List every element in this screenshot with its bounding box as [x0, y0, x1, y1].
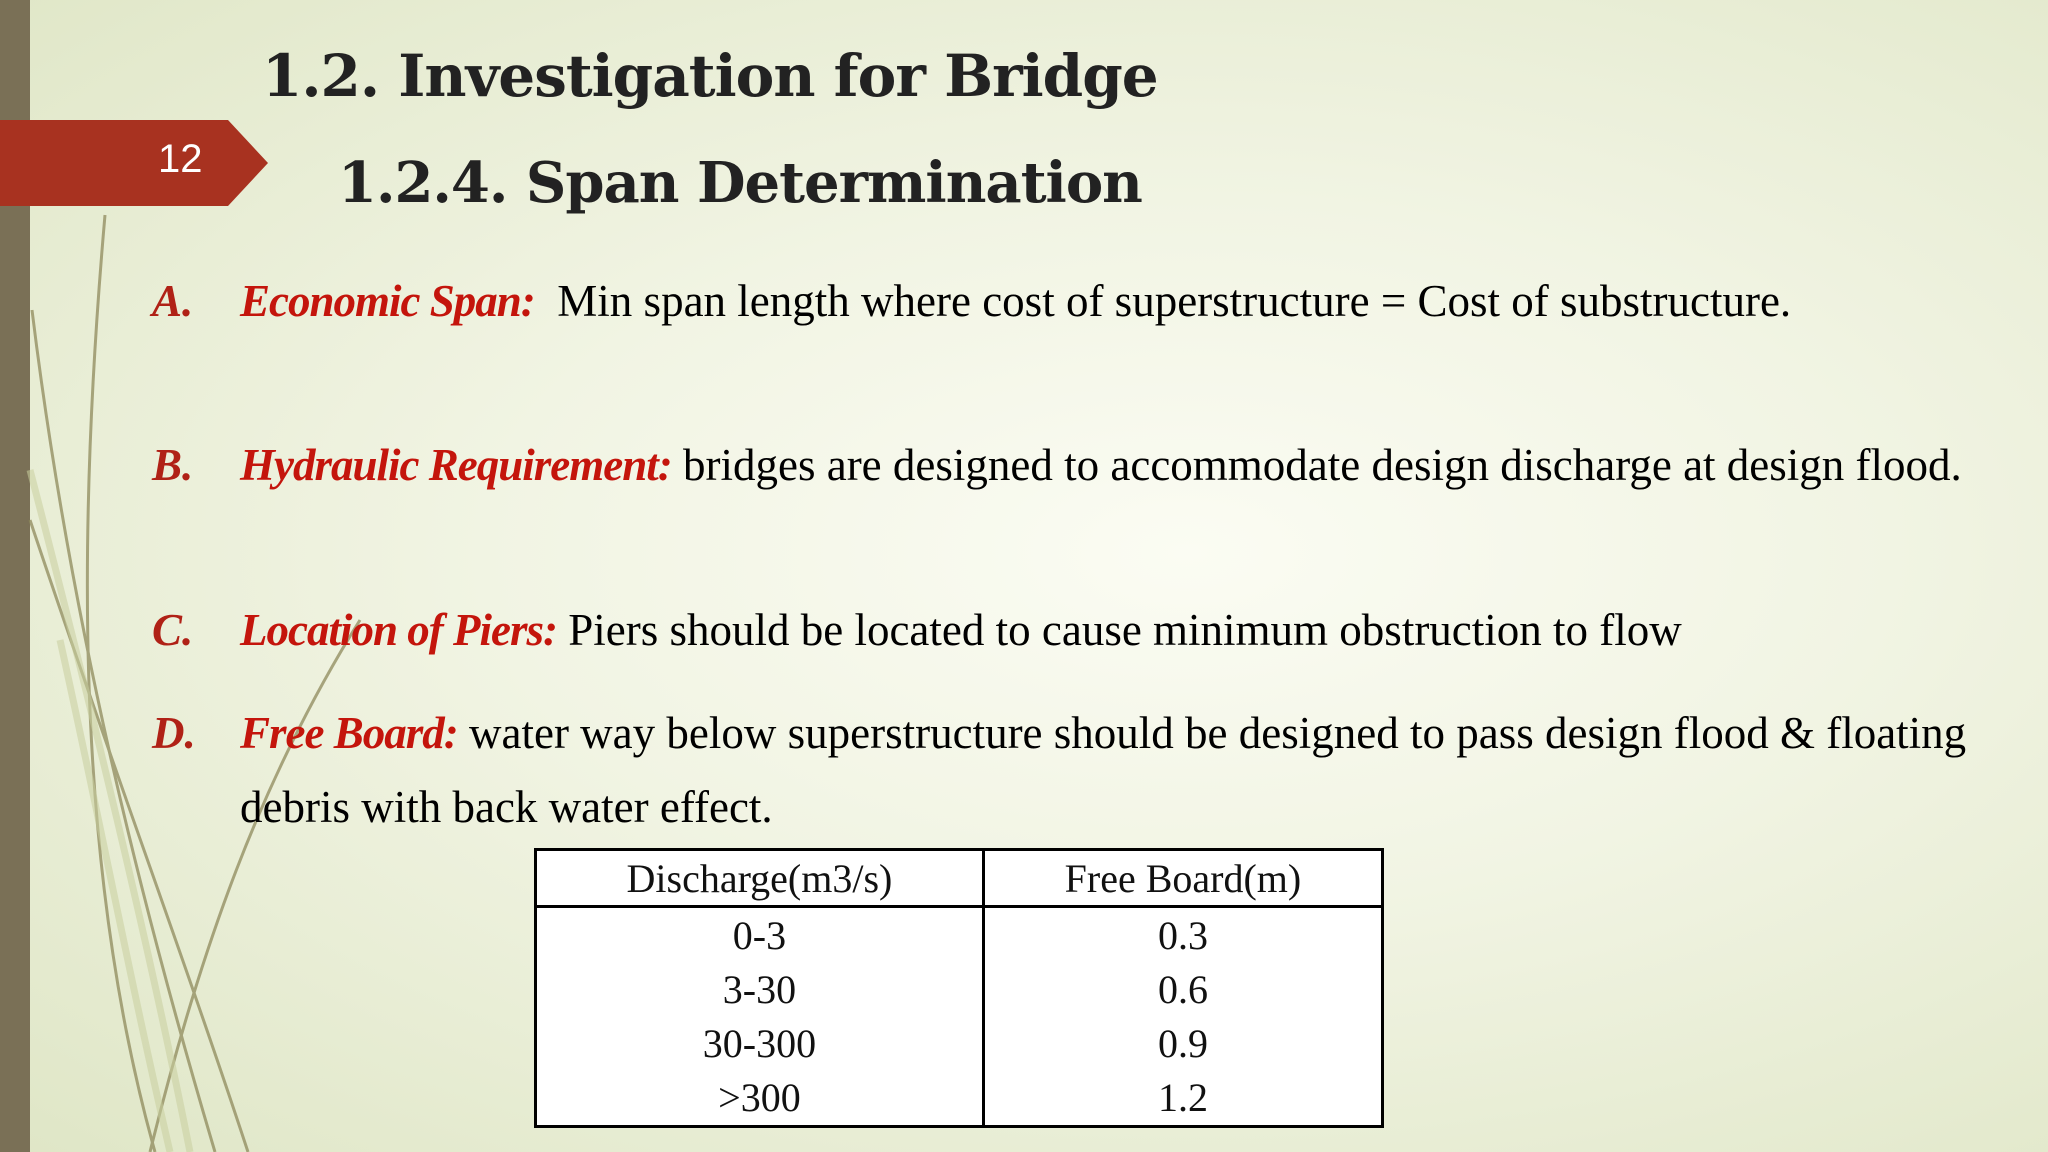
column-header-discharge: Discharge(m3/s) — [536, 850, 984, 907]
slide-number-badge — [0, 120, 270, 206]
list-item-text: water way below superstructure should be designed to pass design flood & floating debris with back water effect. — [240, 708, 1967, 832]
list-item-letter: B. — [152, 440, 194, 490]
discharge-cell: 30-300 — [536, 1016, 984, 1070]
list-item-text: bridges are designed to accommodate design discharge at design flood. — [683, 440, 1962, 490]
slide-title: 1.2. Investigation for Bridge — [262, 42, 1158, 110]
list-item-letter: A. — [152, 276, 194, 326]
slide-number: 12 — [158, 137, 203, 181]
slide-subtitle: 1.2.4. Span Determination — [338, 150, 1142, 216]
list-item-term: Location of Piers: — [240, 605, 557, 655]
list-item-letter: D. — [152, 708, 196, 758]
discharge-cell: 0-3 — [536, 907, 984, 963]
discharge-cell: >300 — [536, 1071, 984, 1127]
list-item-letter: C. — [152, 605, 194, 655]
free-board-cell: 0.6 — [983, 962, 1382, 1016]
table-row — [536, 907, 1383, 963]
list-item-economic-span — [152, 264, 1972, 338]
table-header-row — [536, 850, 1383, 907]
list-item-location-of-piers — [152, 593, 1972, 667]
table-row — [536, 1071, 1383, 1127]
table-row — [536, 1016, 1383, 1070]
discharge-cell: 3-30 — [536, 962, 984, 1016]
table-row — [536, 962, 1383, 1016]
list-item-hydraulic-requirement — [152, 428, 1972, 502]
list-item-term: Free Board: — [240, 708, 458, 758]
list-item-free-board — [152, 696, 1972, 844]
list-item-term: Economic Span: — [240, 276, 535, 326]
free-board-cell: 1.2 — [983, 1071, 1382, 1127]
list-item-text: Min span length where cost of superstructure = Cost of substructure. — [557, 276, 1792, 326]
list-item-term: Hydraulic Requirement: — [240, 440, 672, 490]
column-header-free-board: Free Board(m) — [983, 850, 1382, 907]
free-board-cell: 0.3 — [983, 907, 1382, 963]
list-item-text: Piers should be located to cause minimum obstruction to flow — [568, 605, 1682, 655]
free-board-table — [534, 848, 1384, 1128]
free-board-cell: 0.9 — [983, 1016, 1382, 1070]
